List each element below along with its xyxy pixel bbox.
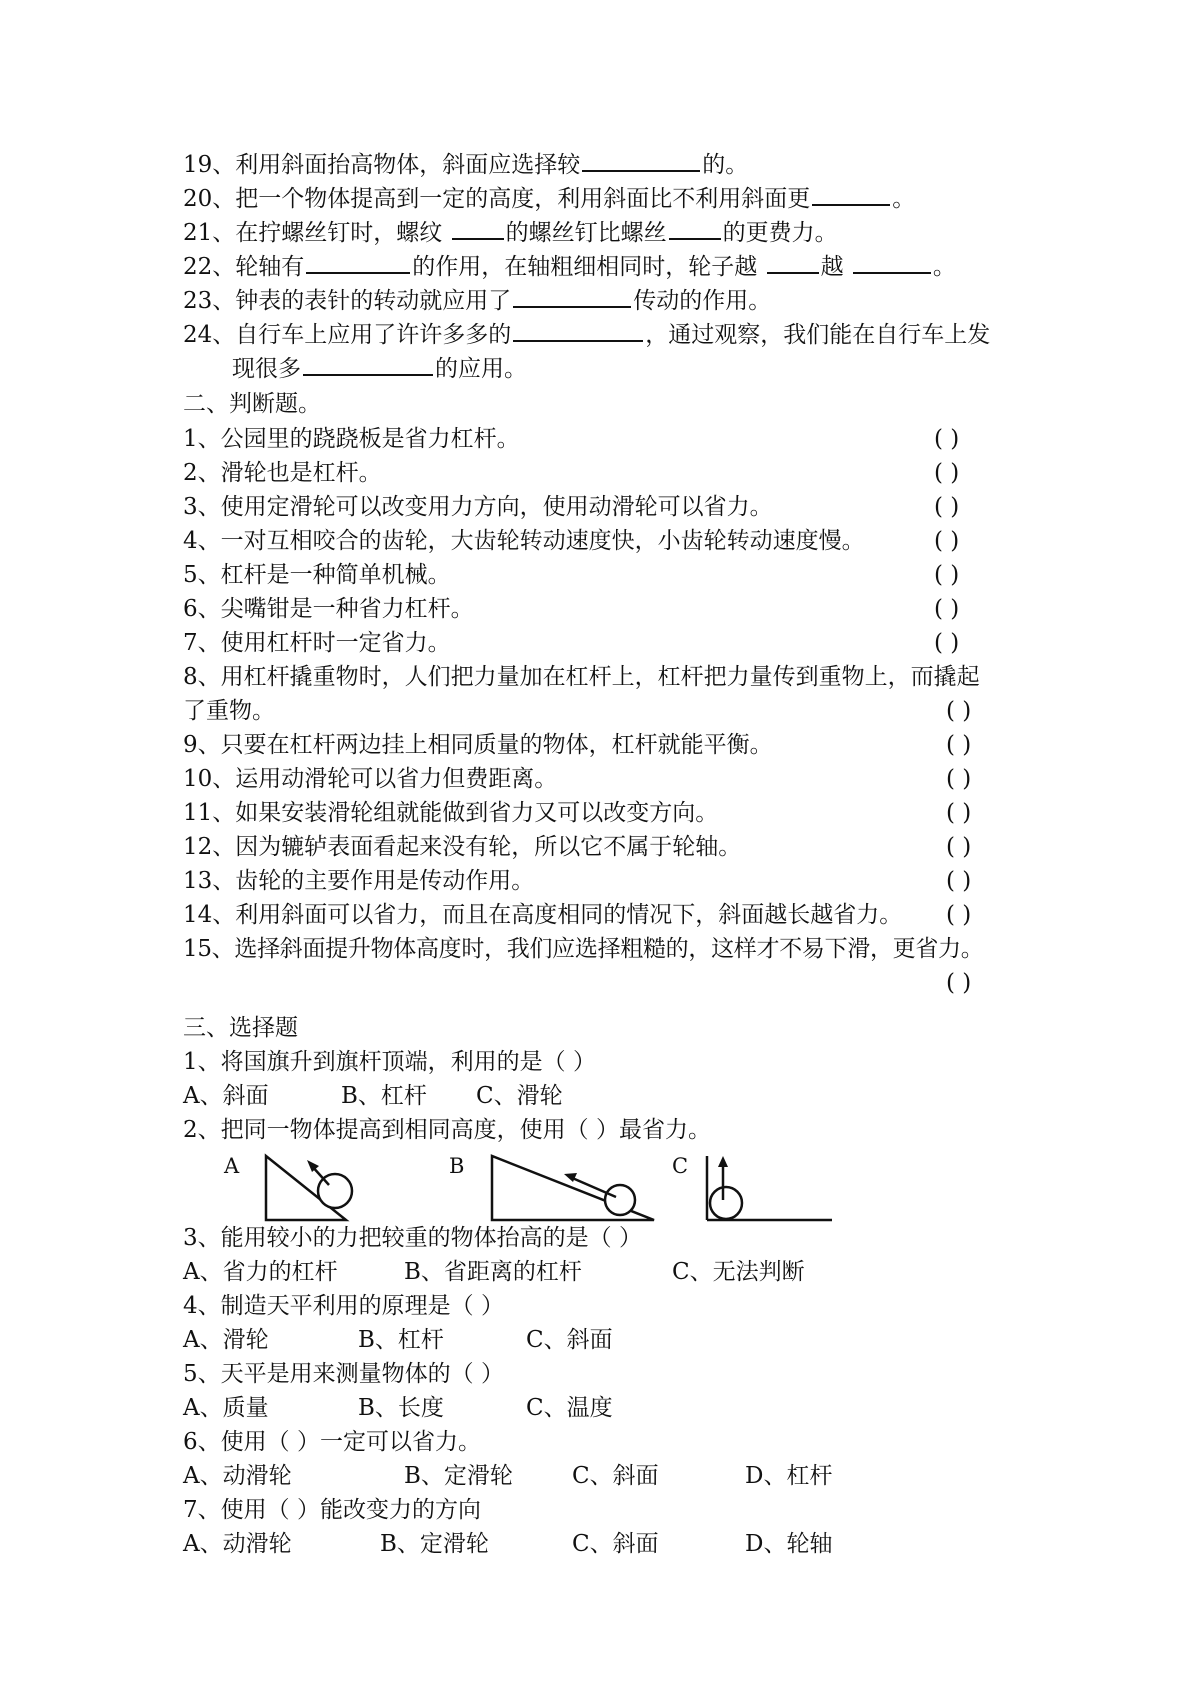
option-c[interactable]: C、滑轮: [476, 1083, 563, 1109]
section-3-title: 三、选择题: [183, 1015, 298, 1041]
answer-paren[interactable]: ( ): [934, 596, 960, 622]
answer-paren[interactable]: ( ): [946, 732, 972, 758]
answer-paren[interactable]: ( ): [946, 970, 972, 996]
question-text: 20、把一个物体提高到一定的高度，利用斜面比不利用斜面更: [183, 186, 811, 212]
section-2-title: 二、判断题。: [183, 391, 321, 417]
question-20: [183, 182, 915, 216]
question-23: [183, 284, 771, 318]
question-24-continued: [232, 352, 527, 386]
judge-item: 9、只要在杠杆两边挂上相同质量的物体，杠杆就能平衡。: [183, 732, 773, 758]
judge-item-continued: 了重物。: [183, 698, 275, 724]
option-d[interactable]: D、轮轴: [745, 1531, 833, 1557]
judge-item: 1、公园里的跷跷板是省力杠杆。: [183, 426, 520, 452]
judge-item: 8、用杠杆撬重物时，人们把力量加在杠杆上，杠杆把力量传到重物上，而撬起: [183, 664, 980, 690]
question-text: ，通过观察，我们能在自行车上发: [645, 322, 991, 348]
incline-steep-figure: [260, 1150, 360, 1222]
question-text: 。: [892, 186, 916, 212]
answer-blank[interactable]: [812, 182, 890, 206]
answer-blank[interactable]: [306, 250, 410, 274]
answer-blank[interactable]: [669, 216, 721, 240]
question-19: [183, 148, 748, 182]
choice-question-4: 4、制造天平利用的原理是（ ）: [183, 1293, 504, 1319]
option-c[interactable]: C、温度: [526, 1395, 613, 1421]
choice-question-5: 5、天平是用来测量物体的（ ）: [183, 1361, 504, 1387]
answer-paren[interactable]: ( ): [946, 868, 972, 894]
judge-item: 14、利用斜面可以省力，而且在高度相同的情况下，斜面越长越省力。: [183, 902, 903, 928]
option-b[interactable]: B、定滑轮: [404, 1463, 513, 1489]
question-text: 21、在拧螺丝钉时，螺纹: [183, 220, 450, 246]
question-21: [183, 216, 838, 250]
judge-item: 4、一对互相咬合的齿轮，大齿轮转动速度快，小齿轮转动速度慢。: [183, 528, 865, 554]
question-text: 的。: [702, 152, 749, 178]
question-text: 传动的作用。: [633, 288, 772, 314]
answer-paren[interactable]: ( ): [934, 460, 960, 486]
answer-blank[interactable]: [582, 148, 700, 172]
answer-paren[interactable]: ( ): [946, 902, 972, 928]
question-text: 19、利用斜面抬高物体，斜面应选择较: [183, 152, 581, 178]
answer-blank[interactable]: [853, 250, 931, 274]
question-text: 24、自行车上应用了许许多多的: [183, 322, 512, 348]
option-c[interactable]: C、斜面: [526, 1327, 613, 1353]
judge-item: 5、杠杆是一种简单机械。: [183, 562, 451, 588]
figure-label-c[interactable]: C: [672, 1154, 689, 1178]
choice-question-7: 7、使用（ ）能改变力的方向: [183, 1497, 481, 1523]
answer-paren[interactable]: ( ): [934, 562, 960, 588]
question-text: 的螺丝钉比螺丝: [505, 220, 667, 246]
option-a[interactable]: A、斜面: [183, 1083, 269, 1109]
judge-item: 10、运用动滑轮可以省力但费距离。: [183, 766, 558, 792]
option-a[interactable]: A、省力的杠杆: [183, 1259, 338, 1285]
option-c[interactable]: C、斜面: [572, 1463, 659, 1489]
question-text: 的作用，在轴粗细相同时，轮子越: [412, 254, 765, 280]
choice-question-2: 2、把同一物体提高到相同高度，使用（ ）最省力。: [183, 1117, 711, 1143]
option-a[interactable]: A、滑轮: [183, 1327, 269, 1353]
question-text: 23、钟表的表针的转动就应用了: [183, 288, 512, 314]
answer-paren[interactable]: ( ): [934, 426, 960, 452]
choice-question-3: 3、能用较小的力把较重的物体抬高的是（ ）: [183, 1225, 642, 1251]
judge-item: 7、使用杠杆时一定省力。: [183, 630, 451, 656]
choice-question-1: 1、将国旗升到旗杆顶端，利用的是（ ）: [183, 1049, 596, 1075]
option-a[interactable]: A、动滑轮: [183, 1463, 292, 1489]
option-d[interactable]: D、杠杆: [745, 1463, 833, 1489]
answer-paren[interactable]: ( ): [934, 494, 960, 520]
figure-label-a[interactable]: A: [224, 1154, 240, 1178]
option-a[interactable]: A、动滑轮: [183, 1531, 292, 1557]
answer-paren[interactable]: ( ): [934, 528, 960, 554]
option-b[interactable]: B、省距离的杠杆: [404, 1259, 582, 1285]
choice-question-6: 6、使用（ ）一定可以省力。: [183, 1429, 481, 1455]
option-b[interactable]: B、杠杆: [341, 1083, 427, 1109]
judge-item: 6、尖嘴钳是一种省力杠杆。: [183, 596, 474, 622]
answer-paren[interactable]: ( ): [946, 766, 972, 792]
figure-label-b[interactable]: B: [449, 1154, 465, 1178]
judge-item: 13、齿轮的主要作用是传动作用。: [183, 868, 535, 894]
answer-blank[interactable]: [767, 250, 819, 274]
question-text: 的更费力。: [722, 220, 838, 246]
answer-blank[interactable]: [513, 284, 631, 308]
answer-blank[interactable]: [303, 352, 433, 376]
question-text: 的应用。: [435, 356, 527, 382]
answer-blank[interactable]: [513, 318, 643, 342]
question-text: 。: [932, 254, 956, 280]
judge-item: 12、因为辘轳表面看起来没有轮，所以它不属于轮轴。: [183, 834, 742, 860]
answer-paren[interactable]: ( ): [946, 698, 972, 724]
option-c[interactable]: C、无法判断: [672, 1259, 805, 1285]
option-b[interactable]: B、杠杆: [358, 1327, 444, 1353]
question-text: 越: [820, 254, 851, 280]
option-a[interactable]: A、质量: [183, 1395, 269, 1421]
incline-gentle-figure: [484, 1150, 659, 1222]
option-c[interactable]: C、斜面: [572, 1531, 659, 1557]
question-text: 现很多: [232, 356, 301, 382]
question-text: 22、轮轴有: [183, 254, 305, 280]
option-b[interactable]: B、定滑轮: [380, 1531, 489, 1557]
answer-paren[interactable]: ( ): [946, 834, 972, 860]
answer-paren[interactable]: ( ): [934, 630, 960, 656]
judge-item: 11、如果安装滑轮组就能做到省力又可以改变方向。: [183, 800, 719, 826]
answer-blank[interactable]: [452, 216, 504, 240]
option-b[interactable]: B、长度: [358, 1395, 444, 1421]
vertical-lift-figure: [700, 1150, 835, 1222]
question-22: [183, 250, 956, 284]
answer-paren[interactable]: ( ): [946, 800, 972, 826]
judge-item: 3、使用定滑轮可以改变用力方向，使用动滑轮可以省力。: [183, 494, 773, 520]
question-24: [183, 318, 990, 352]
judge-item: 2、滑轮也是杠杆。: [183, 460, 382, 486]
judge-item: 15、选择斜面提升物体高度时，我们应选择粗糙的，这样才不易下滑，更省力。: [183, 936, 984, 962]
